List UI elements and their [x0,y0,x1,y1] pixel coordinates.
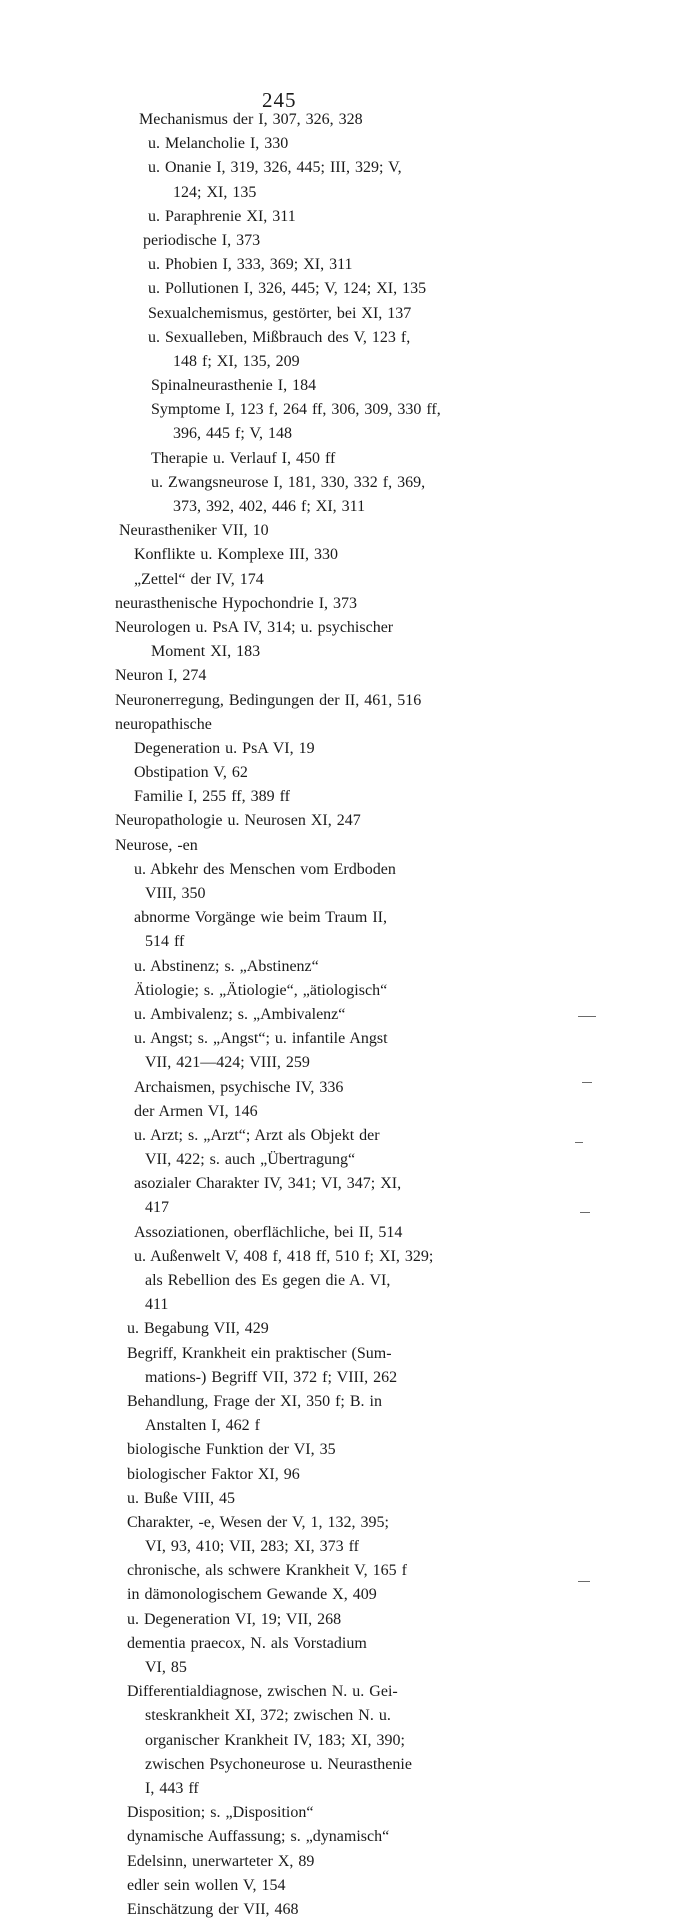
index-line: organischer Krankheit IV, 183; XI, 390; [145,1731,405,1749]
index-line: Degeneration u. PsA VI, 19 [134,739,315,757]
index-line: u. Degeneration VI, 19; VII, 268 [127,1610,342,1628]
index-line: „Zettel“ der IV, 174 [134,570,264,588]
index-line: 411 [145,1296,169,1314]
index-line: u. Pollutionen I, 326, 445; V, 124; XI, 135 [148,280,427,298]
index-line: u. Außenwelt V, 408 f, 418 ff, 510 f; XI, 329; [134,1247,434,1265]
index-line: Behandlung, Frage der XI, 350 f; B. in [127,1392,382,1410]
index-line: Familie I, 255 ff, 389 ff [134,788,290,806]
index-line: chronische, als schwere Krankheit V, 165 f [127,1562,407,1580]
index-line: neurasthenische Hypochondrie I, 373 [115,594,358,612]
index-line: u. Begabung VII, 429 [127,1320,269,1338]
index-line: edler sein wollen V, 154 [127,1876,286,1894]
index-line: Therapie u. Verlauf I, 450 ff [151,449,336,467]
index-line: u. Arzt; s. „Arzt“; Arzt als Objekt der [134,1126,380,1144]
index-line: VII, 421—424; VIII, 259 [145,1054,310,1072]
index-line: Spinalneurasthenie I, 184 [151,377,317,395]
index-line: abnorme Vorgänge wie beim Traum II, [134,909,387,927]
index-line: Neurologen u. PsA IV, 314; u. psychischer [115,618,394,636]
index-line: u. Paraphrenie XI, 311 [148,207,296,225]
index-line: biologischer Faktor XI, 96 [127,1465,300,1483]
index-line: u. Melancholie I, 330 [148,135,289,153]
index-line: VI, 85 [145,1659,187,1676]
index-line: biologische Funktion der VI, 35 [127,1441,336,1459]
index-line: 373, 392, 402, 446 f; XI, 311 [173,498,366,515]
index-line: 514 ff [145,933,185,951]
index-line: I, 443 ff [145,1779,199,1797]
index-line: Sexualchemismus, gestörter, bei XI, 137 [148,304,412,322]
index-line: VII, 422; s. auch „Übertragung“ [145,1151,356,1169]
index-line: zwischen Psychoneurose u. Neurasthenie [145,1755,412,1773]
index-line: der Armen VI, 146 [134,1102,258,1120]
index-line: 124; XI, 135 [173,183,257,201]
index-line: Einschätzung der VII, 468 [127,1900,299,1918]
index-line: dynamische Auffassung; s. „dynamisch“ [127,1828,390,1846]
index-line: periodische I, 373 [143,231,261,249]
index-line: 148 f; XI, 135, 209 [173,352,300,370]
index-line: VIII, 350 [145,885,206,902]
index-line: Anstalten I, 462 f [145,1417,260,1435]
page-number: 245 [262,88,297,112]
index-line: Disposition; s. „Disposition“ [127,1804,314,1822]
index-line: Neurose, -en [115,836,198,854]
index-line: Moment XI, 183 [151,643,261,661]
index-line: Ätiologie; s. „Ätiologie“, „ätiologisch“ [134,981,388,999]
index-line: u. Onanie I, 319, 326, 445; III, 329; V, [148,159,402,177]
index-line: Obstipation V, 62 [134,764,248,782]
index-line: steskrankheit XI, 372; zwischen N. u. [145,1707,391,1725]
index-line: als Rebellion des Es gegen die A. VI, [145,1272,391,1289]
index-line: Begriff, Krankheit ein praktischer (Sum- [127,1344,392,1362]
index-line: Differentialdiagnose, zwischen N. u. Gei- [127,1683,398,1701]
margin-mark [582,1082,592,1083]
index-line: u. Ambivalenz; s. „Ambivalenz“ [134,1005,346,1023]
index-line: dementia praecox, N. als Vorstadium [127,1634,367,1652]
index-line: Edelsinn, unerwarteter X, 89 [127,1852,315,1870]
index-line: Charakter, -e, Wesen der V, 1, 132, 395; [127,1513,389,1531]
margin-mark [575,1142,583,1143]
index-line: Mechanismus der I, 307, 326, 328 [139,111,363,128]
index-line: Symptome I, 123 f, 264 ff, 306, 309, 330 ff, [151,401,441,419]
index-line: u. Sexualleben, Mißbrauch des V, 123 f, [148,328,411,346]
index-line: Neuron I, 274 [115,667,207,685]
index-line: Assoziationen, oberflächliche, bei II, 514 [134,1223,403,1241]
margin-mark [578,1581,590,1582]
index-line: Neuronerregung, Bedingungen der II, 461, 516 [115,691,422,709]
index-line: Neurastheniker VII, 10 [119,522,269,540]
index-line: u. Buße VIII, 45 [127,1489,236,1507]
margin-mark [580,1212,590,1213]
index-line: u. Zwangsneurose I, 181, 330, 332 f, 369, [151,473,426,491]
index-line: neuropathische [115,715,212,733]
index-line: in dämonologischem Gewande X, 409 [127,1586,377,1604]
index-line: u. Abkehr des Menschen vom Erdboden [134,860,396,878]
index-line: Konflikte u. Komplexe III, 330 [134,546,338,564]
index-line: Archaismen, psychische IV, 336 [134,1078,344,1096]
index-line: VI, 93, 410; VII, 283; XI, 373 ff [145,1538,359,1556]
index-line: Neuropathologie u. Neurosen XI, 247 [115,812,361,830]
index-line: u. Phobien I, 333, 369; XI, 311 [148,256,353,274]
index-line: 417 [145,1199,169,1217]
index-line: u. Angst; s. „Angst“; u. infantile Angst [134,1030,388,1048]
index-line: mations-) Begriff VII, 372 f; VIII, 262 [145,1368,398,1386]
margin-mark [578,1016,596,1017]
index-line: asozialer Charakter IV, 341; VI, 347; XI, [134,1175,402,1193]
index-entries [0,108,697,1922]
index-line: u. Abstinenz; s. „Abstinenz“ [134,957,319,975]
index-line: 396, 445 f; V, 148 [173,425,292,443]
